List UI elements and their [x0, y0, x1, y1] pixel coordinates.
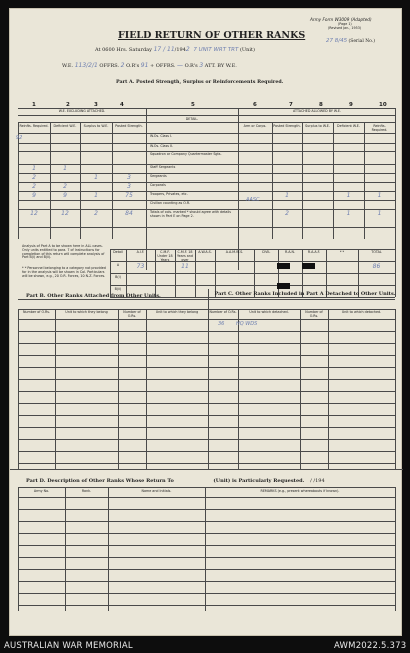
- handwritten-value: 1: [285, 192, 289, 199]
- analysis-row-label: B(ii): [114, 287, 122, 291]
- unit-handwritten: 7 UNIT WRT TRT: [193, 47, 239, 53]
- we-line: W.E. 113/2/1 OFFRS. 2 O.R's 91 + OFFRS. — O.R's 3 ATT. BY W.E.: [62, 62, 237, 69]
- grid-line: [110, 249, 395, 250]
- analysis-header: A.W.A.S.: [198, 250, 212, 254]
- grid-line: [328, 309, 329, 469]
- handwritten-value: 1: [94, 192, 98, 199]
- we-label: W.E.: [62, 63, 74, 69]
- grid-line: [18, 227, 395, 228]
- handwritten-value: 12: [61, 210, 69, 217]
- grid-line: [18, 367, 395, 368]
- revised-date: (Revised Jan., 1953): [328, 26, 362, 30]
- grid-line: [18, 509, 395, 510]
- column-number: 9: [349, 102, 353, 108]
- part-c-number-handwritten: 36: [218, 321, 225, 327]
- handwritten-value: 1: [94, 174, 98, 181]
- serial-label: (Serial No.): [348, 39, 375, 44]
- grid-line: [238, 309, 239, 469]
- grid-line: [18, 463, 395, 464]
- analysis-row-label: A: [116, 263, 120, 267]
- handwritten-value: 1: [346, 192, 351, 199]
- grid-line: [18, 309, 19, 469]
- detail-label: Squadron or Company Quartermaster Sgts.: [150, 152, 222, 156]
- year-prefix: /194: [174, 47, 186, 53]
- handwritten-value: 1: [377, 210, 382, 217]
- date-label: At 0600 Hrs. Saturday: [95, 47, 152, 53]
- analysis-header: R.A.N.: [285, 250, 295, 254]
- part-b-column-header: Unit to which they belong: [155, 310, 199, 314]
- grid-line: [18, 415, 395, 416]
- year-handwritten: 2: [185, 46, 190, 53]
- handwritten-value: 2: [32, 174, 36, 181]
- part-d-column-header: Rank.: [81, 489, 92, 493]
- form-title: FIELD RETURN OF OTHER RANKS: [118, 30, 306, 41]
- analysis-aif-handwritten: 73: [136, 263, 145, 270]
- ors-handwritten: 91: [140, 62, 149, 69]
- ors2-label: O.R's: [184, 63, 198, 69]
- part-d-title: [26, 478, 325, 484]
- analysis-header: C.M.F. Under 18 Years: [157, 250, 173, 262]
- handwritten-value: 9: [32, 192, 36, 199]
- column-number: 1: [32, 102, 36, 108]
- grid-line: [18, 487, 395, 488]
- right-column-header: Posted Strength.: [273, 124, 301, 128]
- column-number: 10: [379, 102, 387, 108]
- part-d-title-text: Part D. Description of Other Ranks Whose Return To: [26, 478, 174, 484]
- handwritten-value: 1: [346, 210, 351, 217]
- handwritten-value: 3: [127, 174, 131, 181]
- grid-line: [110, 285, 395, 286]
- grid-line: [18, 427, 395, 428]
- column-number: 6: [253, 102, 257, 108]
- grid-line: [18, 521, 395, 522]
- ors-label: O.R's: [126, 63, 140, 69]
- left-column-header: Deficient W.E.: [53, 124, 77, 128]
- analysis-cmf-handwritten: 11: [181, 263, 189, 270]
- handwritten-value: 1: [377, 192, 382, 199]
- grid-line: [50, 122, 51, 239]
- ors2-handwritten: 3: [199, 62, 204, 69]
- grid-line: [18, 200, 395, 201]
- grid-line: [18, 173, 395, 174]
- part-c-column-header: Unit to which detached.: [341, 310, 382, 314]
- column-number: 5: [191, 102, 195, 108]
- grid-line: [208, 289, 209, 309]
- grid-line: [18, 319, 395, 320]
- offrs2-label: OFFRS.: [155, 63, 176, 69]
- unit-label: (Unit): [239, 47, 255, 53]
- grid-line: [18, 569, 395, 570]
- grid-line: [395, 249, 396, 297]
- grid-line: [18, 593, 395, 594]
- part-b-column-header: Unit to which they belong: [65, 310, 108, 314]
- right-column-header: Arm or Corps.: [243, 124, 267, 128]
- grid-line: [18, 557, 395, 558]
- detail-label: Totals of cols. marked * should agree with details shown in Part E on Page 2.: [150, 210, 231, 218]
- grid-line: [110, 261, 395, 262]
- grid-line: [272, 122, 273, 239]
- analysis-header: R.A.A.F.: [307, 250, 321, 254]
- grid-line: [208, 309, 209, 469]
- part-b-column-header: Number of O.Rs.: [22, 310, 51, 314]
- analysis-header: Detail: [113, 250, 123, 254]
- offrs-handwritten: 2: [120, 62, 125, 69]
- form-number: Army Form W3009 (Adapted): [310, 17, 372, 22]
- footer-accession: AWM2022.5.373: [334, 641, 407, 651]
- part-c-column-header: Number of O.Rs.: [305, 310, 323, 318]
- part-c-unit-handwritten: HQ WDS: [236, 321, 258, 327]
- grid-line: [18, 355, 395, 356]
- detail-label: Corporals: [150, 183, 166, 187]
- detail-label: W.Os. Class I.: [150, 134, 173, 138]
- analysis-total-handwritten: 86: [372, 263, 381, 270]
- part-d-column-header: REMARKS (e.g., present whereabouts if known).: [260, 489, 340, 493]
- grid-line: [18, 581, 395, 582]
- detail-header: DETAIL.: [185, 117, 199, 121]
- offrs-label: OFFRS.: [99, 63, 120, 69]
- left-column-header: Surplus to W.E.: [83, 124, 109, 128]
- column-number: 7: [289, 102, 293, 108]
- left-column-header: Reinfts. Required.: [19, 124, 49, 128]
- column-number: 8: [319, 102, 323, 108]
- redaction-box: [277, 263, 290, 269]
- grid-line: [18, 533, 395, 534]
- grid-line: [18, 403, 395, 404]
- grid-line: [55, 309, 56, 469]
- handwritten-value: 3: [127, 183, 131, 190]
- handwritten-value: 1: [32, 165, 36, 172]
- column-number: 4: [120, 102, 124, 108]
- left-column-header: Posted Strength.: [115, 124, 143, 128]
- offrs2-handwritten: —: [177, 62, 184, 69]
- part-b-column-header: Number of O.Rs.: [123, 310, 141, 318]
- part-c-column-header: Unit to which detached.: [249, 310, 289, 314]
- part-d-column-header: Name and Initials.: [141, 489, 172, 493]
- footer-attribution: AUSTRALIAN WAR MEMORIAL: [4, 641, 133, 651]
- margin-handwritten: 92: [16, 135, 23, 141]
- analysis-note: Analysis of Part A to be shown here in ALL cases. Only units entitled to para. 7 of Instructions for completion of this return will complete analysis of Part B(i) and B(ii).: [22, 244, 105, 260]
- handwritten-value: 12: [30, 210, 38, 217]
- grid-line: [18, 497, 395, 498]
- grid-line: [146, 309, 147, 469]
- handwritten-value: 84: [125, 210, 133, 217]
- handwritten-value: 2: [285, 210, 289, 217]
- detail-label: W.Os. Class II.: [150, 144, 174, 148]
- handwritten-value: 1: [63, 165, 67, 172]
- page-number: (Page 1): [338, 22, 352, 26]
- analysis-header: * *: [339, 250, 345, 254]
- grid-line: [395, 108, 396, 270]
- analysis-row-label: B(i): [115, 275, 121, 279]
- form-page: [9, 8, 402, 636]
- grid-line: [395, 487, 396, 611]
- we-handwritten: 113/2/1: [74, 62, 98, 69]
- part-d-title-mid: (Unit) is Particularly Requested.: [213, 478, 305, 484]
- grid-line: [333, 122, 334, 239]
- grid-line: [118, 309, 119, 469]
- right-column-header: Deficient W.E.: [337, 124, 360, 128]
- redaction-box: [302, 263, 315, 269]
- serial-handwritten: 27 8/45: [326, 38, 348, 44]
- part-a-title: Part A. Posted Strength, Surplus or Reinforcements Required.: [116, 79, 284, 85]
- right-group-header: ATTACHED ALLOWED BY W.E.: [293, 109, 341, 113]
- grid-line: [10, 469, 403, 470]
- personnel-note: * * Personnel belonging to a category not provided for in the analysis will be shown in Col. Particulars will be shown, e.g., 20 O.R. Forces, 10 N.Z. Forces.: [22, 266, 106, 278]
- part-c-title: Part C. Other Ranks Included in Part A Detached to Other Units.: [214, 291, 396, 297]
- analysis-header: TOTAL: [371, 250, 382, 254]
- grid-line: [18, 379, 395, 380]
- grid-line: [300, 309, 301, 469]
- column-number: 2: [66, 102, 70, 108]
- detail-label: Sergeants: [150, 174, 167, 178]
- grid-line: [364, 122, 365, 239]
- part-b-title: Part B. Other Ranks Attached from Other Units.: [26, 293, 161, 299]
- date-line: [95, 46, 255, 53]
- detail-label: Civilian counting as O.R.: [150, 201, 191, 205]
- date-handwritten: 17 / 11: [153, 46, 175, 53]
- handwritten-value: 75: [125, 192, 133, 199]
- detail-label: Troopers, Privates, etc.: [150, 192, 188, 196]
- right-column-header: Reinfts. Required.: [371, 124, 388, 132]
- handwritten-value: 9: [63, 192, 67, 199]
- grid-line: [18, 605, 395, 606]
- analysis-header: A.A.M.W.S.: [225, 250, 244, 254]
- arm-corps-handwritten: AASC: [246, 197, 260, 203]
- detail-label: Staff Sergeants: [150, 165, 176, 169]
- grid-line: [110, 273, 395, 274]
- grid-line: [18, 439, 395, 440]
- att-label: ATT. BY W.E.: [204, 63, 237, 69]
- grid-line: [18, 143, 395, 144]
- part-d-date: / /194: [310, 478, 325, 484]
- grid-line: [18, 545, 395, 546]
- grid-line: [302, 122, 303, 239]
- grid-line: [18, 331, 395, 332]
- handwritten-value: 2: [94, 210, 98, 217]
- left-group-header: W.E. EXCLUDING ATTACHED.: [58, 109, 106, 113]
- grid-line: [395, 309, 396, 469]
- handwritten-value: 2: [32, 183, 36, 190]
- analysis-header: C.M.F. 18 Years and over: [177, 250, 193, 262]
- part-d-column-header: Army No.: [33, 489, 50, 493]
- grid-line: [18, 451, 395, 452]
- handwritten-value: 2: [63, 183, 67, 190]
- analysis-header: A.I.F.: [136, 250, 145, 254]
- right-column-header: Surplus to W.E.: [305, 124, 330, 128]
- grid-line: [18, 391, 395, 392]
- analysis-header: CIVIL: [261, 250, 271, 254]
- redaction-box: [277, 283, 290, 289]
- grid-line: [18, 343, 395, 344]
- column-number: 3: [94, 102, 98, 108]
- part-c-column-header: Number of O.Rs.: [209, 310, 237, 314]
